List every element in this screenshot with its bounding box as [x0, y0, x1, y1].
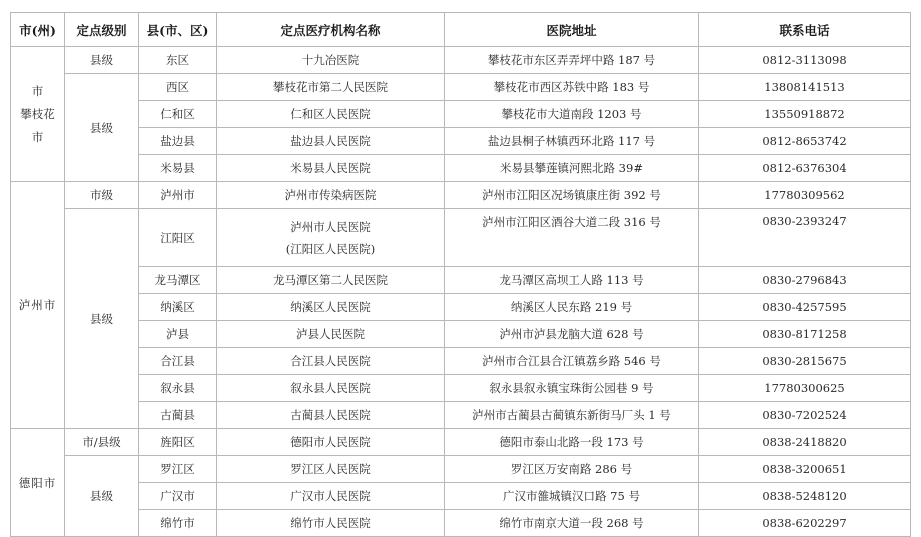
header-phone: 联系电话: [699, 13, 911, 47]
phone-cell: 0838-6202297: [699, 510, 911, 537]
hospital-name-cell: 罗江区人民医院: [217, 456, 445, 483]
table-row: [11, 128, 911, 155]
address-cell: 广汉市雒城镇汉口路 75 号: [445, 483, 699, 510]
hospital-name-cell: 盐边县人民医院: [217, 128, 445, 155]
address-cell: 叙永县叙永镇宝珠街公园巷 9 号: [445, 375, 699, 402]
phone-cell: 0838-5248120: [699, 483, 911, 510]
hospital-name-cell: 绵竹市人民医院: [217, 510, 445, 537]
table-row: [11, 47, 911, 74]
table-row: [11, 267, 911, 294]
table-row: [11, 74, 911, 101]
phone-cell: 0812-3113098: [699, 47, 911, 74]
header-county: 县(市、区): [139, 13, 217, 47]
header-level: 定点级别: [65, 13, 139, 47]
header-row: [11, 13, 911, 47]
city-cell-deyang: 德阳市: [11, 429, 65, 537]
address-cell: 罗江区万安南路 286 号: [445, 456, 699, 483]
phone-cell: 0830-2815675: [699, 348, 911, 375]
hospital-name-cell: 纳溪区人民医院: [217, 294, 445, 321]
level-cell: 县级: [65, 456, 139, 537]
table-row: [11, 483, 911, 510]
table-row: [11, 375, 911, 402]
county-cell: 广汉市: [139, 483, 217, 510]
address-cell: 泸州市江阳区况场镇康庄街 392 号: [445, 182, 699, 209]
phone-cell: 0812-6376304: [699, 155, 911, 182]
county-cell: 西区: [139, 74, 217, 101]
county-cell: 江阳区: [139, 209, 217, 267]
address-cell: 泸州市泸县龙脑大道 628 号: [445, 321, 699, 348]
phone-cell: 0830-7202524: [699, 402, 911, 429]
address-cell: 攀枝花市大道南段 1203 号: [445, 101, 699, 128]
phone-cell: 0830-4257595: [699, 294, 911, 321]
header-city: 市(州): [11, 13, 65, 47]
table-row: [11, 182, 911, 209]
hospital-name-cell: 泸县人民医院: [217, 321, 445, 348]
county-cell: 古蔺县: [139, 402, 217, 429]
hospital-name-cell: 古蔺县人民医院: [217, 402, 445, 429]
hospital-name-cell: 叙永县人民医院: [217, 375, 445, 402]
hospital-name-cell: 攀枝花市第二人民医院: [217, 74, 445, 101]
city-cell-luzhou: 泸州市: [11, 182, 65, 429]
address-cell: 攀枝花市西区苏铁中路 183 号: [445, 74, 699, 101]
level-cell: 县级: [65, 47, 139, 74]
address-cell: 泸州市合江县合江镇荔乡路 546 号: [445, 348, 699, 375]
table-row: [11, 294, 911, 321]
phone-cell: 0838-3200651: [699, 456, 911, 483]
phone-cell: 17780309562: [699, 182, 911, 209]
hospital-table: [10, 12, 911, 537]
phone-cell: 0830-2393247: [699, 209, 911, 267]
county-cell: 泸县: [139, 321, 217, 348]
hospital-name-cell: 十九冶医院: [217, 47, 445, 74]
phone-cell: 0830-2796843: [699, 267, 911, 294]
address-cell: 攀枝花市东区弄弄坪中路 187 号: [445, 47, 699, 74]
hospital-name-cell: 仁和区人民医院: [217, 101, 445, 128]
county-cell: 米易县: [139, 155, 217, 182]
county-cell: 东区: [139, 47, 217, 74]
table-row: [11, 155, 911, 182]
table-row: [11, 101, 911, 128]
table-row: [11, 402, 911, 429]
phone-cell: 13808141513: [699, 74, 911, 101]
county-cell: 龙马潭区: [139, 267, 217, 294]
phone-cell: 0838-2418820: [699, 429, 911, 456]
level-cell: 市/县级: [65, 429, 139, 456]
level-cell: 市级: [65, 182, 139, 209]
address-cell: 米易县攀莲镇河熙北路 39#: [445, 155, 699, 182]
table-row: [11, 510, 911, 537]
hospital-name-cell: 米易县人民医院: [217, 155, 445, 182]
level-cell: 县级: [65, 74, 139, 182]
phone-cell: 17780300625: [699, 375, 911, 402]
county-cell: 合江县: [139, 348, 217, 375]
table-row: [11, 429, 911, 456]
address-cell: 纳溪区人民东路 219 号: [445, 294, 699, 321]
address-cell: 龙马潭区高坝工人路 113 号: [445, 267, 699, 294]
address-cell: 绵竹市南京大道一段 268 号: [445, 510, 699, 537]
county-cell: 纳溪区: [139, 294, 217, 321]
table-row: [11, 348, 911, 375]
county-cell: 仁和区: [139, 101, 217, 128]
table-row: [11, 321, 911, 348]
table-row: [11, 209, 911, 267]
hospital-name-cell: 德阳市人民医院: [217, 429, 445, 456]
county-cell: 绵竹市: [139, 510, 217, 537]
county-cell: 罗江区: [139, 456, 217, 483]
phone-cell: 13550918872: [699, 101, 911, 128]
hospital-name-cell: 广汉市人民医院: [217, 483, 445, 510]
hospital-name-cell: 泸州市传染病医院: [217, 182, 445, 209]
address-cell: 泸州市古蔺县古蔺镇东新街马厂头 1 号: [445, 402, 699, 429]
county-cell: 旌阳区: [139, 429, 217, 456]
city-cell-panzhihua: 市 攀枝花 市: [11, 47, 65, 182]
county-cell: 泸州市: [139, 182, 217, 209]
hospital-name-cell: 合江县人民医院: [217, 348, 445, 375]
phone-cell: 0830-8171258: [699, 321, 911, 348]
county-cell: 叙永县: [139, 375, 217, 402]
hospital-name-cell: 龙马潭区第二人民医院: [217, 267, 445, 294]
county-cell: 盐边县: [139, 128, 217, 155]
header-hospital-name: 定点医疗机构名称: [217, 13, 445, 47]
address-cell: 盐边县桐子林镇西环北路 117 号: [445, 128, 699, 155]
hospital-name-cell: 泸州市人民医院 (江阳区人民医院): [217, 209, 445, 267]
table-row: [11, 456, 911, 483]
address-cell: 泸州市江阳区酒谷大道二段 316 号: [445, 209, 699, 267]
header-address: 医院地址: [445, 13, 699, 47]
address-cell: 德阳市泰山北路一段 173 号: [445, 429, 699, 456]
phone-cell: 0812-8653742: [699, 128, 911, 155]
level-cell: 县级: [65, 209, 139, 429]
